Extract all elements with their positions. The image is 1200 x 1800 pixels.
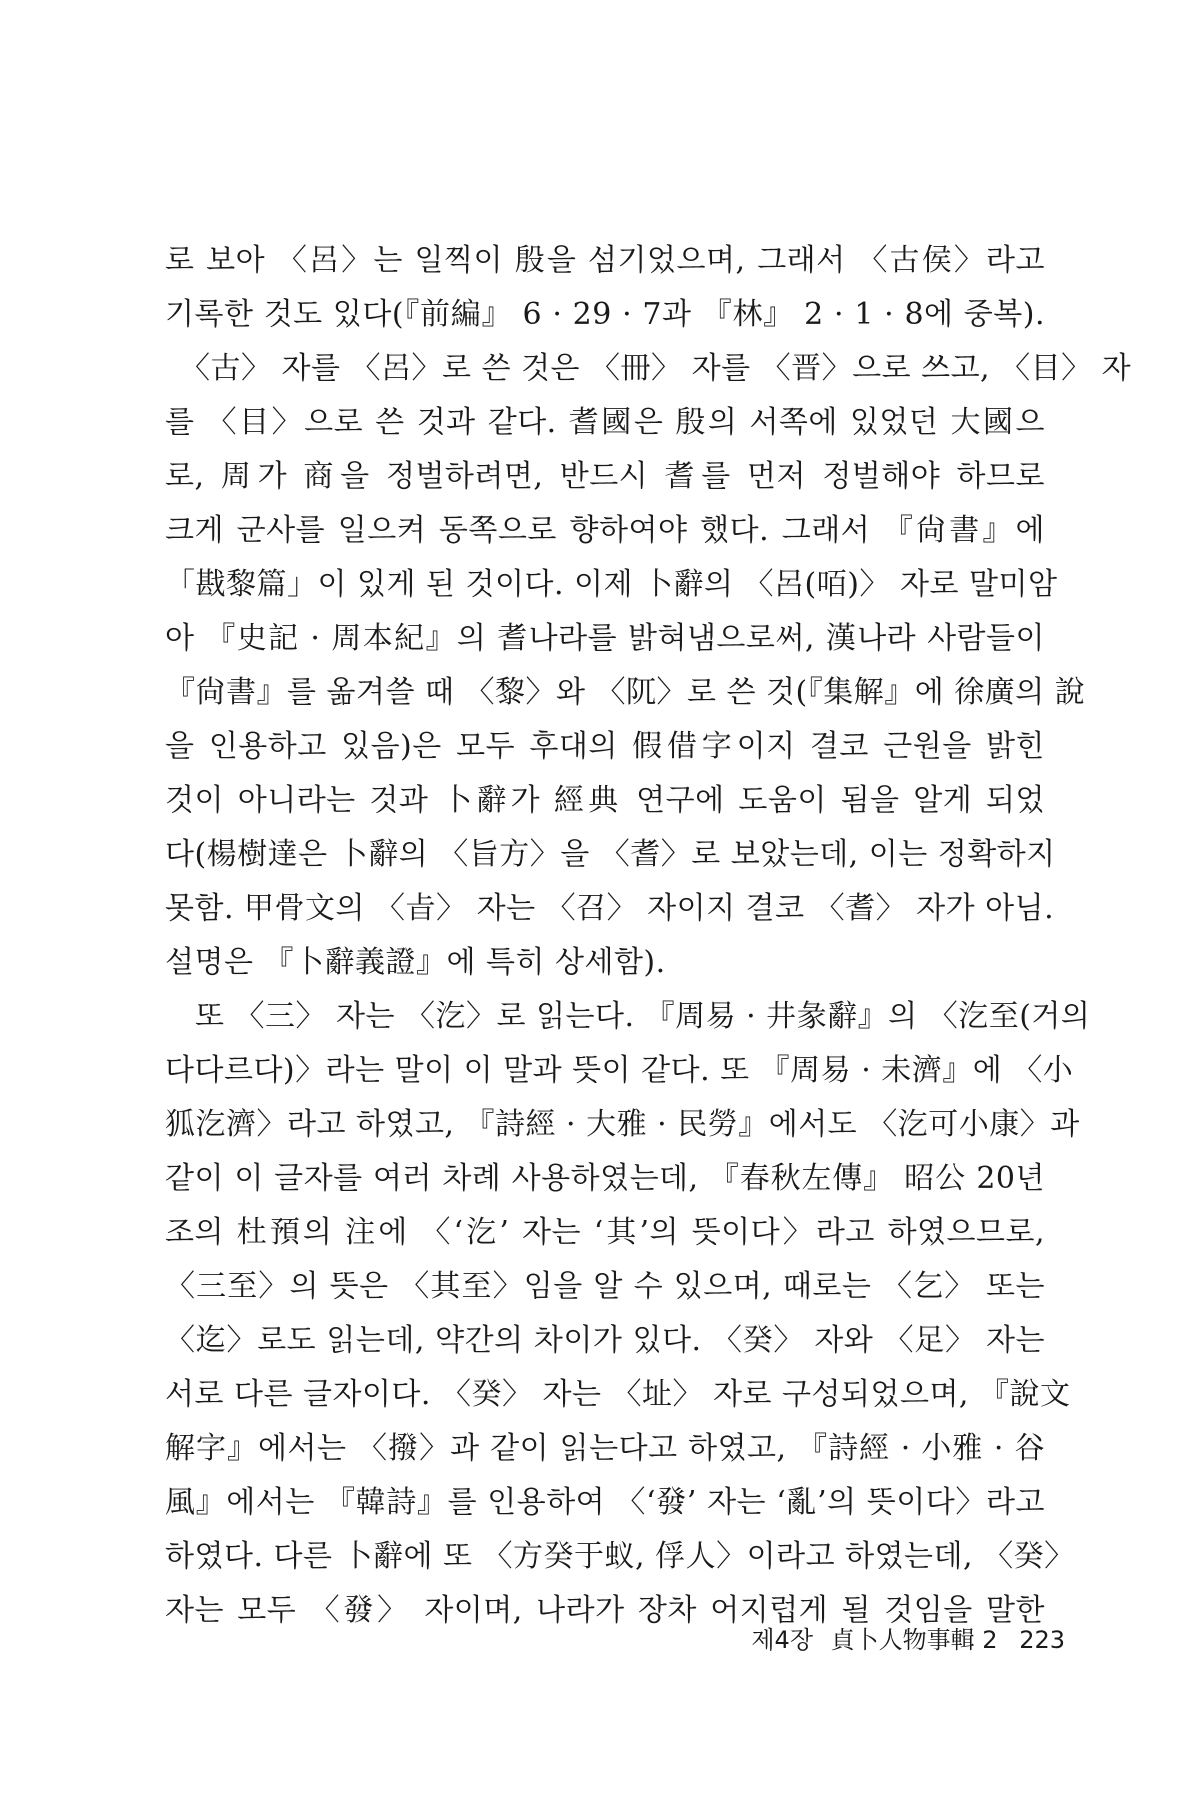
text-line: 로 보아 〈呂〉는 일찍이 殷을 섬기었으며, 그래서 〈古侯〉라고	[165, 243, 1045, 278]
text-line: 〈三至〉의 뜻은 〈其至〉임을 알 수 있으며, 때로는 〈乞〉 또는	[165, 1269, 1045, 1304]
text-line: 「戡黎篇」이 있게 된 것이다. 이제 卜辭의 〈呂(咟)〉 자로 말미암	[165, 567, 1058, 602]
text-line: 을 인용하고 있음)은 모두 후대의 假借字이지 결코 근원을 밝힌	[165, 729, 1045, 764]
running-title: 貞卜人物事輯 2	[830, 1626, 998, 1654]
text-line: 자는 모두 〈發〉 자이며, 나라가 장차 어지럽게 될 것임을 말한	[165, 1593, 1045, 1628]
page-footer	[751, 1620, 1065, 1660]
text-line: 서로 다른 글자이다. 〈癸〉 자는 〈址〉 자로 구성되었으며, 『說文	[165, 1377, 1071, 1412]
text-line: 조의 杜預의 注에 〈‘汔’ 자는 ‘其’의 뜻이다〉라고 하였으므로,	[165, 1215, 1045, 1250]
text-line: 狐汔濟〉라고 하였고, 『詩經 · 大雅 · 民勞』에서도 〈汔可小康〉과	[165, 1107, 1080, 1142]
page-number: 223	[1019, 1626, 1065, 1654]
text-line: 아 『史記 · 周本紀』의 耆나라를 밝혀냄으로써, 漢나라 사람들이	[165, 621, 1045, 656]
body-text	[165, 234, 1132, 1638]
text-line: 風』에서는 『韓詩』를 인용하여 〈‘發’ 자는 ‘亂’의 뜻이다〉라고	[165, 1485, 1045, 1520]
chapter-label: 제4장	[751, 1626, 813, 1654]
text-line: 로, 周가 商을 정벌하려면, 반드시 耆를 먼저 정벌해야 하므로	[165, 459, 1045, 494]
text-line: 못함. 甲骨文의 〈㫖〉 자는 〈召〉 자이지 결코 〈耆〉 자가 아님.	[165, 891, 1055, 926]
text-line: 를 〈目〉으로 쓴 것과 같다. 耆國은 殷의 서쪽에 있었던 大國으	[165, 405, 1045, 440]
text-line: 〈迄〉로도 읽는데, 약간의 차이가 있다. 〈癸〉 자와 〈足〉 자는	[165, 1323, 1045, 1358]
text-line: 하였다. 다른 卜辭에 또 〈方癸于蚁, 俘人〉이라고 하였는데, 〈癸〉	[165, 1539, 1075, 1574]
text-line: 解字』에서는 〈撥〉과 같이 읽는다고 하였고, 『詩經 · 小雅 · 谷	[165, 1431, 1045, 1466]
text-line: 또 〈三〉 자는 〈汔〉로 읽는다. 『周易 · 井彖辭』의 〈汔至(거의	[195, 999, 1091, 1034]
text-line: 설명은 『卜辭義證』에 특히 상세함).	[165, 945, 666, 980]
text-line: 다(楊樹達은 卜辭의 〈旨方〉을 〈耆〉로 보았는데, 이는 정확하지	[165, 837, 1056, 872]
text-line: 다다르다)〉라는 말이 이 말과 뜻이 같다. 또 『周易 · 未濟』에 〈小	[165, 1053, 1074, 1088]
text-line: 기록한 것도 있다(『前編』 6 · 29 · 7과 『林』 2 · 1 · 8에 중복).	[165, 297, 1045, 332]
text-line: 〈古〉 자를 〈呂〉로 쓴 것은 〈冊〉 자를 〈晋〉으로 쓰고, 〈目〉 자	[180, 351, 1132, 386]
text-line: 같이 이 글자를 여러 차례 사용하였는데, 『春秋左傳』 昭公 20년	[165, 1161, 1045, 1196]
text-line: 것이 아니라는 것과 卜辭가 經典 연구에 도움이 됨을 알게 되었	[165, 783, 1045, 818]
text-line: 『尙書』를 옮겨쓸 때 〈黎〉와 〈阢〉로 쓴 것(『集解』에 徐廣의 說	[165, 675, 1086, 710]
text-line: 크게 군사를 일으켜 동쪽으로 향하여야 했다. 그래서 『尙書』에	[165, 513, 1045, 548]
